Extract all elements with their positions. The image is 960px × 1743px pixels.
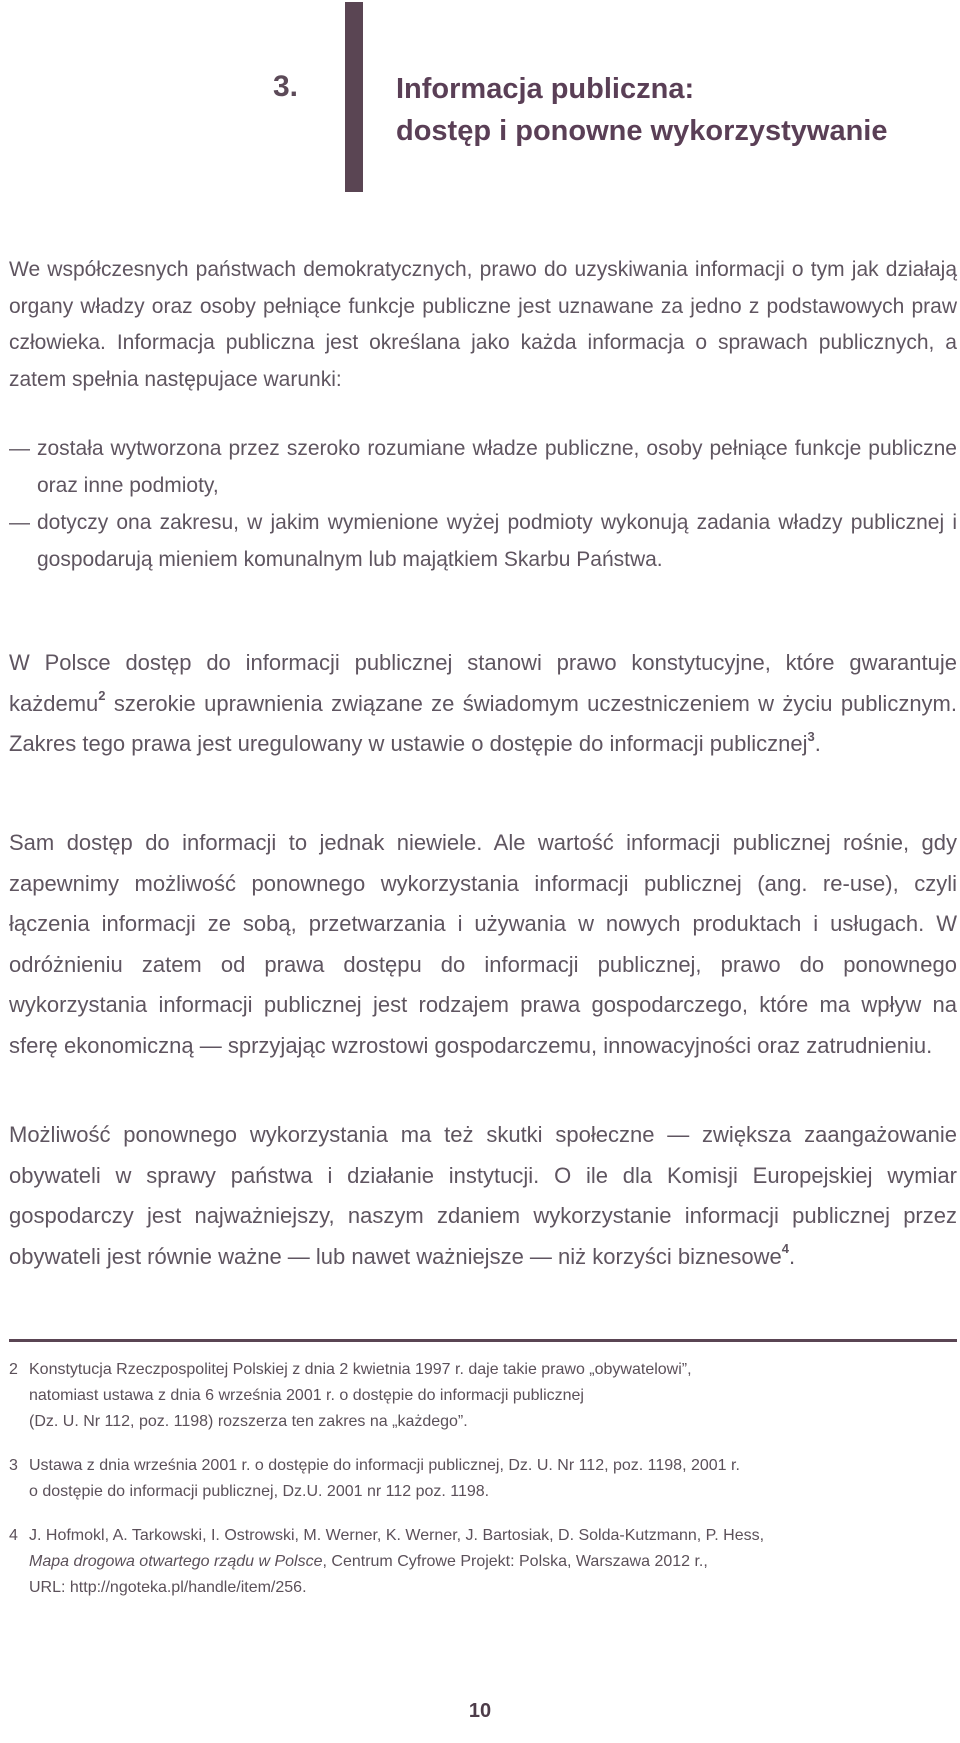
chapter-accent-bar — [345, 2, 363, 192]
paragraph-text: . — [789, 1243, 796, 1269]
chapter-title — [396, 68, 888, 152]
footnote-line: o dostępie do informacji publicznej, Dz.U. 2001 nr 112 poz. 1198. — [29, 1483, 490, 1500]
footnote-2 — [9, 1357, 957, 1435]
paragraph-text: szerokie uprawnienia związane ze świadomym uczestniczeniem w życiu publicznym. Zakres tego prawa jest uregulowany w ustawie o dostępie do informacji publicznej — [9, 690, 957, 756]
footnote-number: 2 — [9, 1361, 18, 1378]
paragraph-reuse: Sam dostęp do informacji to jednak niewiele. Ale wartość informacji publicznej rośnie, gdy zapewnimy możliwość ponownego wykorzystania informacji publicznej (ang. re-use), czyli łączenia informacji ze sobą, przetwarzania i używania w nowych produktach i usługach. W odróżnieniu zatem od prawa dostępu do informacji publicznej, prawo do ponownego wykorzystania informacji publicznej jest rodzajem prawa gospodarczego, które ma wpływ na sferę ekonomiczną — sprzyjając wzrostowi gospodarczemu, innowacyjności oraz zatrudnieniu. — [9, 830, 957, 1058]
paragraph-intro: We współczesnych państwach demokratycznych, prawo do uzyskiwania informacji o tym jak działają organy władzy oraz osoby pełniące funkcje publiczne jest uznawane za jedno z podstawowych praw człowieka. Informacja publiczna jest określana jako każda informacja o sprawach publicznych, a zatem spełnia następujace warunki: — [9, 258, 957, 391]
page-number: 10 — [468, 1700, 492, 1722]
conditions-list — [9, 430, 957, 578]
footnote-line: J. Hofmokl, A. Tarkowski, I. Ostrowski, M. Werner, K. Werner, J. Bartosiak, D. Solda-Kutzmann, P. Hess, — [29, 1527, 765, 1544]
footnotes — [9, 1357, 957, 1619]
footnote-url-line[interactable]: URL: http://ngoteka.pl/handle/item/256. — [29, 1579, 307, 1596]
list-item-text: dotyczy ona zakresu, w jakim wymienione wyżej podmioty wykonują zadania władzy publicznej i gospodarują mieniem komunalnym lub majątkiem Skarbu Państwa. — [37, 511, 957, 571]
footnote-line: natomiast ustawa z dnia 6 września 2001 r. o dostępie do informacji publicznej — [29, 1387, 584, 1404]
paragraph-text: Możliwość ponownego wykorzystania ma też skutki społeczne — zwiększa zaangażowanie obywateli w sprawy państwa i działanie instytucji. O ile dla Komisji Europejskiej wymiar gospodarczy jest najważniejszy, naszym zdaniem wykorzystanie informacji publicznej przez obywateli jest równie ważne — lub nawet ważniejsze — niż korzyści biznesowe — [9, 1122, 957, 1269]
footnote-3 — [9, 1453, 957, 1505]
footnote-number: 3 — [9, 1457, 18, 1474]
list-dash: — — [9, 511, 30, 534]
paragraph-social-effects — [9, 1115, 957, 1277]
paragraph-text: W Polsce dostęp do informacji publicznej stanowi prawo konstytucyjne, które gwarantuje każdemu — [9, 650, 957, 716]
footnote-ref-3[interactable]: 3 — [807, 728, 815, 744]
footnote-line — [29, 1549, 957, 1575]
footnote-ref-4[interactable]: 4 — [781, 1241, 790, 1257]
footnote-4 — [9, 1523, 957, 1601]
chapter-number: 3. — [273, 70, 299, 103]
footnote-line: (Dz. U. Nr 112, poz. 1198) rozszerza ten zakres na „każdego”. — [29, 1413, 468, 1430]
chapter-title-line-1: Informacja publiczna: — [396, 73, 695, 105]
list-item — [9, 504, 957, 578]
footnote-number: 4 — [9, 1527, 18, 1544]
chapter-title-line-2: dostęp i ponowne wykorzystywanie — [396, 115, 888, 147]
paragraph-text: . — [814, 731, 821, 756]
footnote-line: Ustawa z dnia września 2001 r. o dostępie do informacji publicznej, Dz. U. Nr 112, poz. 1198, 2001 r. — [29, 1457, 740, 1474]
list-dash: — — [9, 437, 30, 460]
paragraph-constitutional-right — [9, 643, 957, 765]
footnote-ref-2[interactable]: 2 — [98, 688, 106, 704]
footnote-divider — [9, 1339, 957, 1342]
list-item-text: została wytworzona przez szeroko rozumiane władze publiczne, osoby pełniące funkcje publiczne oraz inne podmioty, — [37, 437, 957, 497]
footnote-text: , Centrum Cyfrowe Projekt: Polska, Warszawa 2012 r., — [322, 1553, 708, 1570]
list-item — [9, 430, 957, 504]
footnote-line: Konstytucja Rzeczpospolitej Polskiej z dnia 2 kwietnia 1997 r. daje takie prawo „obywatelowi”, — [29, 1361, 692, 1378]
publication-title: Mapa drogowa otwartego rządu w Polsce — [29, 1553, 323, 1570]
